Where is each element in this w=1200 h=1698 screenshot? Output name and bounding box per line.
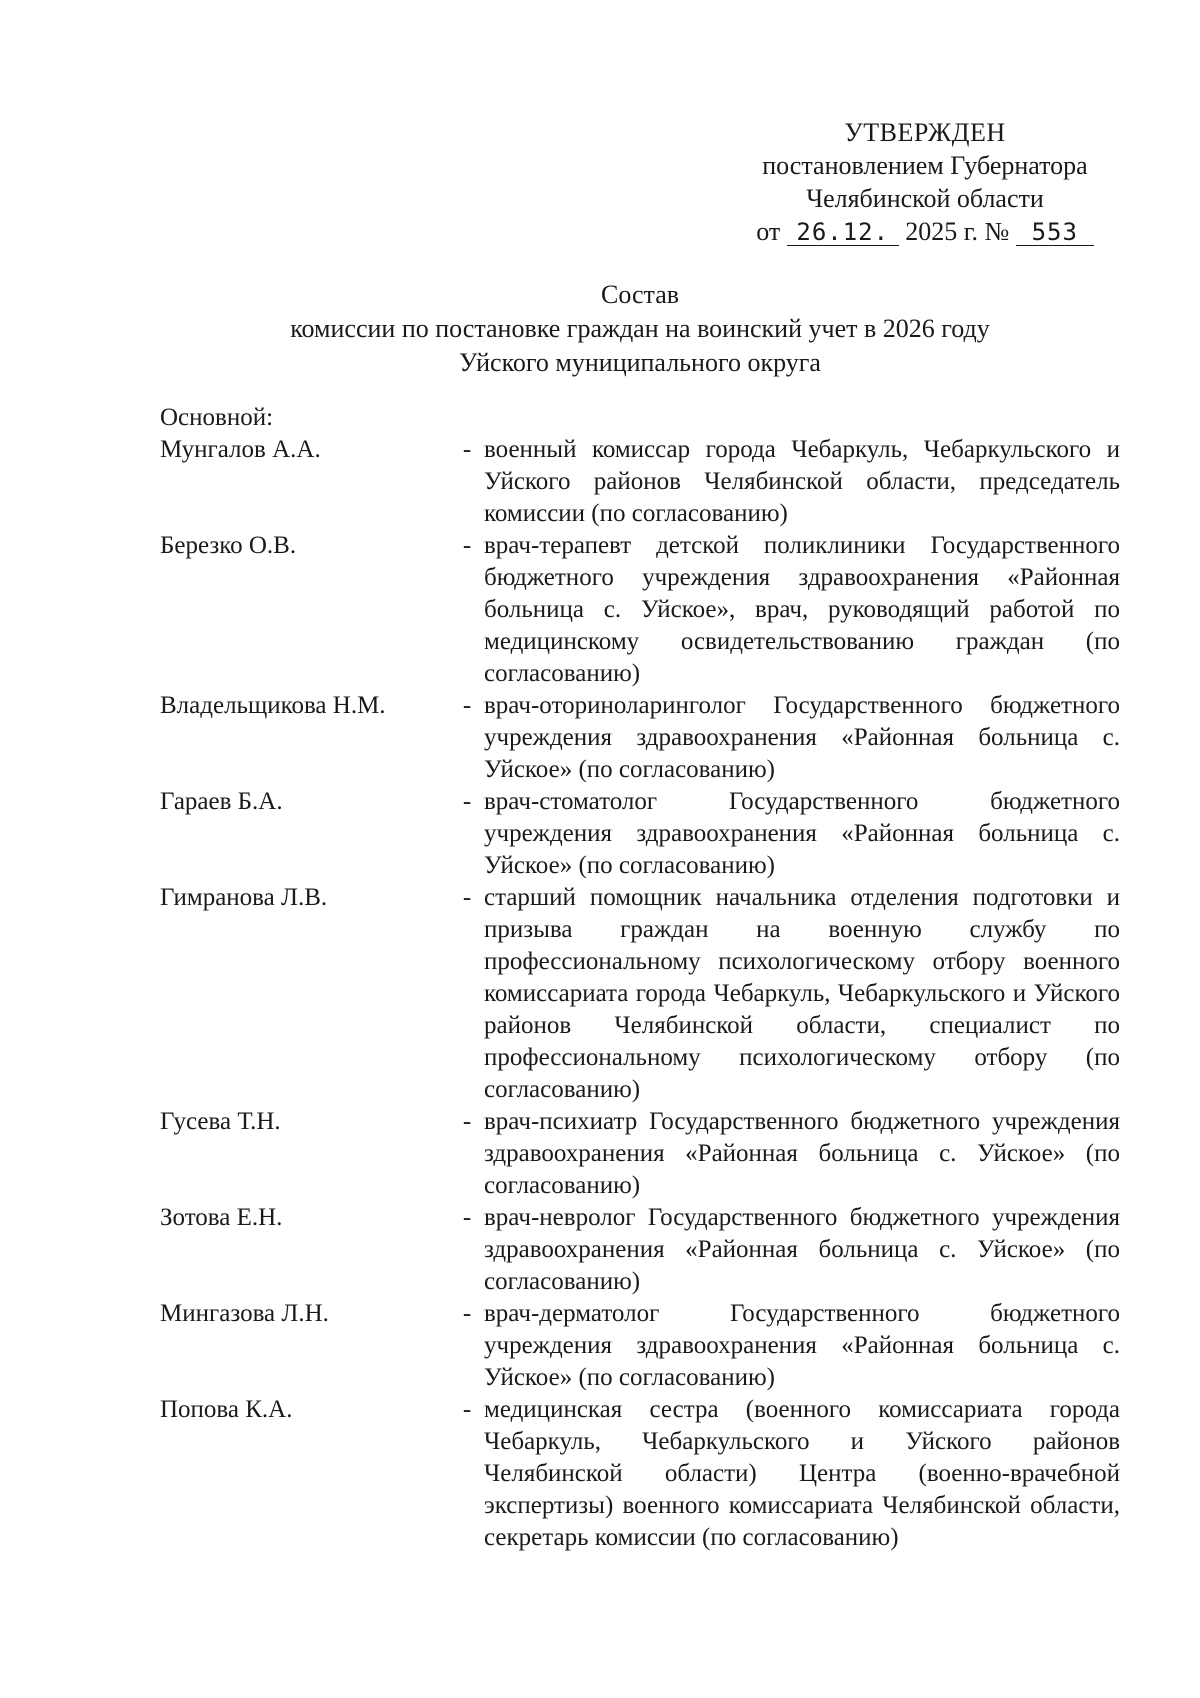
member-dash: - [462,1396,472,1423]
member-dash: - [462,692,472,719]
document-title [160,278,1120,380]
member-name: Мингазова Л.Н. [160,1300,329,1327]
member-role: врач-терапевт детской поликлиники Государственного бюджетного учреждения здравоохранения «Районная больница с. Уйское», врач, руководящий работой по медицинскому освидетельствованию граждан (по согласованию) [484,532,1120,687]
member-role: врач-психиатр Государственного бюджетного учреждения здравоохранения «Районная больница с. Уйское» (по согласованию) [484,1108,1120,1199]
member-dash: - [462,1108,472,1135]
member-role: военный комиссар города Чебаркуль, Чебаркульского и Уйского районов Челябинской области, председатель комиссии (по согласованию) [484,436,1120,527]
title-line-1: Состав [600,280,680,309]
member-role: врач-оториноларинголог Государственного бюджетного учреждения здравоохранения «Районная больница с. Уйское» (по согласованию) [484,692,1120,783]
member-name: Попова К.А. [160,1396,293,1423]
decree-date: 26.12. [787,219,899,246]
member-row [160,690,1120,786]
member-dash: - [462,884,472,911]
approval-line-1: постановлением Губернатора [762,151,1088,180]
title-line-3: Уйского муниципального округа [459,348,821,377]
member-role: врач-невролог Государственного бюджетного учреждения здравоохранения «Районная больница с. Уйское» (по согласованию) [484,1204,1120,1295]
member-name: Владельщикова Н.М. [160,692,386,719]
approval-date-line [730,215,1120,248]
member-name: Зотова Е.Н. [160,1204,283,1231]
member-dash: - [462,1204,472,1231]
title-line-2: комиссии по постановке граждан на воинский учет в 2026 году [290,314,990,343]
approval-stamp: УТВЕРЖДЕН [844,118,1006,147]
member-row [160,882,1120,1106]
member-row [160,1202,1120,1298]
member-name: Мунгалов А.А. [160,436,321,463]
date-prefix: от [756,217,781,246]
decree-number: 553 [1016,219,1094,246]
member-role: врач-стоматолог Государственного бюджетного учреждения здравоохранения «Районная больница с. Уйское» (по согласованию) [484,788,1120,879]
member-row [160,1394,1120,1554]
member-dash: - [462,532,472,559]
member-name: Гусева Т.Н. [160,1108,281,1135]
member-dash: - [462,788,472,815]
member-role: старший помощник начальника отделения подготовки и призыва граждан на военную службу по профессиональному психологическому отбору военного комиссариата города Чебаркуль, Чебаркульского и Уйского районов Челябинской области, специалист по профессиональному психологическому отбору (по согласованию) [484,884,1120,1103]
year-text: 2025 г. № [905,217,1010,246]
members-list [160,434,1120,1554]
member-row [160,530,1120,690]
member-role: врач-дерматолог Государственного бюджетного учреждения здравоохранения «Районная больница с. Уйское» (по согласованию) [484,1300,1120,1391]
approval-line-2: Челябинской области [806,184,1044,213]
member-row [160,434,1120,530]
member-role: медицинская сестра (военного комиссариата города Чебаркуль, Чебаркульского и Уйского районов Челябинской области) Центра (военно-врачебной экспертизы) военного комиссариата Челябинской области, секретарь комиссии (по согласованию) [484,1396,1120,1551]
member-row [160,786,1120,882]
member-row [160,1106,1120,1202]
section-label: Основной: [160,404,274,431]
approval-block [730,116,1120,248]
member-name: Березко О.В. [160,532,297,559]
member-name: Гимранова Л.В. [160,884,328,911]
member-dash: - [462,436,472,463]
member-row [160,1298,1120,1394]
member-name: Гараев Б.А. [160,788,283,815]
member-dash: - [462,1300,472,1327]
